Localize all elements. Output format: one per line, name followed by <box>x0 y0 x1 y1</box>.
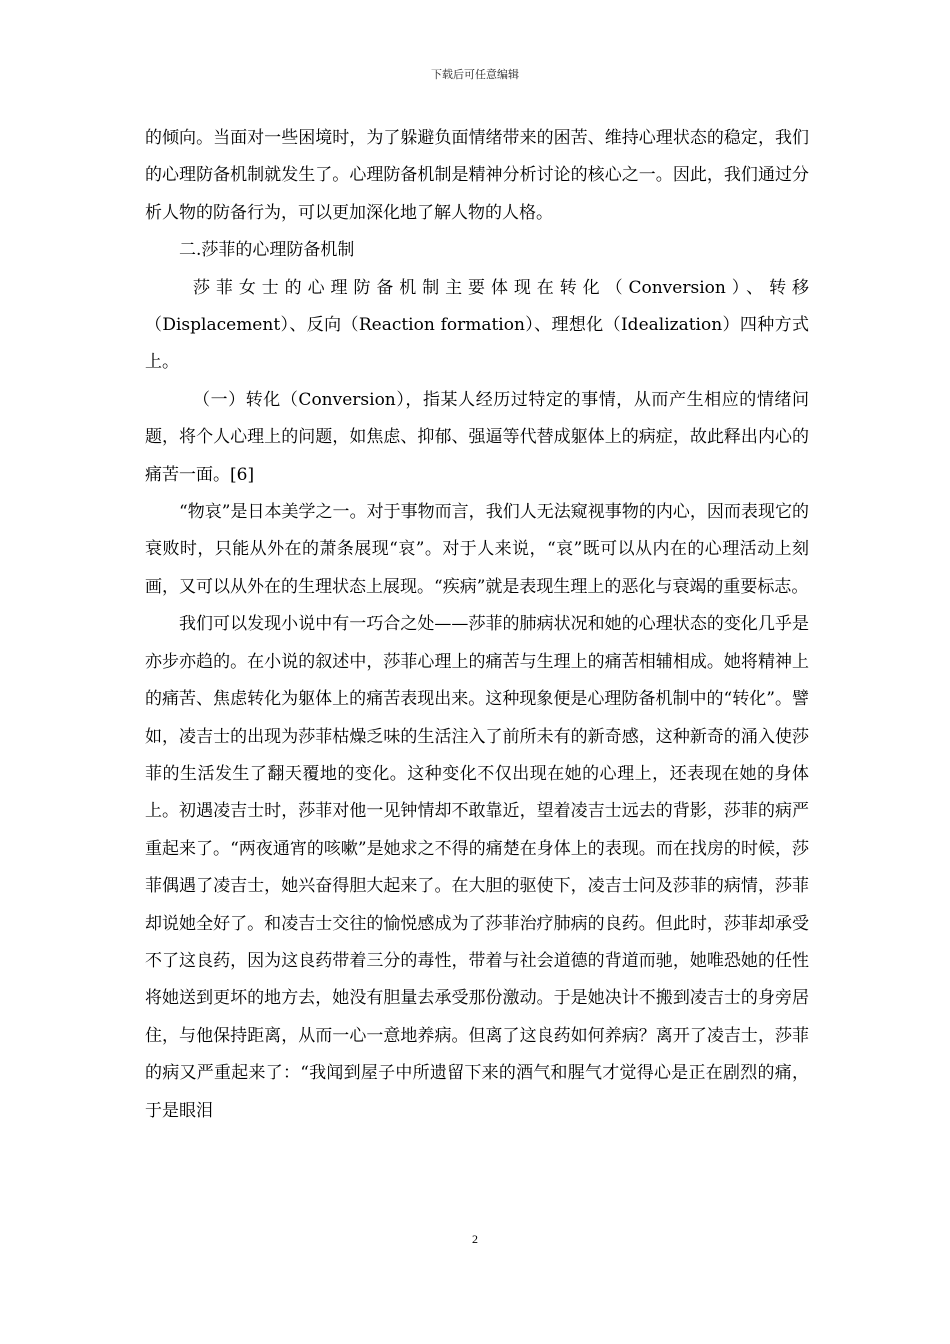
page-number: 2 <box>472 1232 478 1246</box>
paragraph-continuation: 的倾向。当面对一些困境时，为了躲避负面情绪带来的困苦、维持心理状态的稳定，我们的心理防备机制就发生了。心理防备机制是精神分析讨论的核心之一。因此，我们通过分析人物的防备行为，可以更加深化地了解人物的人格。 <box>145 128 809 223</box>
section-heading: 二.莎菲的心理防备机制 <box>179 240 355 261</box>
paragraph-analysis: 我们可以发现小说中有一巧合之处——莎菲的肺病状况和她的心理状态的变化几乎是亦步亦趋的。在小说的叙述中，莎菲心理上的痛苦与生理上的痛苦相辅相成。她将精神上的痛苦、焦虑转化为躯体上的痛苦表现出来。这种现象便是心理防备机制中的“转化”。譬如，凌吉士的出现为莎菲枯燥乏味的生活注入了前所未有的新奇感，这种新奇的涌入使莎菲的生活发生了翻天覆地的变化。这种变化不仅出现在她的心理上，还表现在她的身体上。初遇凌吉士时，莎菲对他一见钟情却不敢靠近，望着凌吉士远去的背影，莎菲的病严重起来了。“两夜通宵的咳嗽”是她求之不得的痛楚在身体上的表现。而在找房的时候，莎菲偶遇了凌吉士，她兴奋得胆大起来了。在大胆的驱使下，凌吉士问及莎菲的病情，莎菲却说她全好了。和凌吉士交往的愉悦感成为了莎菲治疗肺病的良药。但此时，莎菲却承受不了这良药，因为这良药带着三分的毒性，带着与社会道德的背道而驰，她唯恐她的任性将她送到更坏的地方去，她没有胆量去承受那份激动。于是她决计不搬到凌吉士的身旁居住，与他保持距离，从而一心一意地养病。但离了这良药如何养病？离开了凌吉士，莎菲的病又严重起来了：“我闻到屋子中所遗留下来的酒气和腥气才觉得心是正在剧烈的痛，于是眼泪 <box>145 614 809 1121</box>
document-body <box>145 120 809 1130</box>
page-header: 下载后可任意编辑 <box>431 68 519 81</box>
paragraph-mechanisms: 莎菲女士的心理防备机制主要体现在转化（Conversion）、转移（Displacement）、反向（Reaction formation）、理想化（Idealization）四种方式上。 <box>145 277 809 373</box>
paragraph-conversion-definition: （一）转化（Conversion），指某人经历过特定的事情，从而产生相应的情绪问题，将个人心理上的问题，如焦虑、抑郁、强逼等代替成躯体上的病症，故此释出内心的痛苦一面。[6] <box>145 389 809 485</box>
paragraph-mono-no-aware: “物哀”是日本美学之一。对于事物而言，我们人无法窥视事物的内心，因而表现它的衰败时，只能从外在的萧条展现“哀”。对于人来说，“哀”既可以从内在的心理活动上刻画，又可以从外在的生理状态上展现。“疾病”就是表现生理上的恶化与衰竭的重要标志。 <box>145 502 809 597</box>
